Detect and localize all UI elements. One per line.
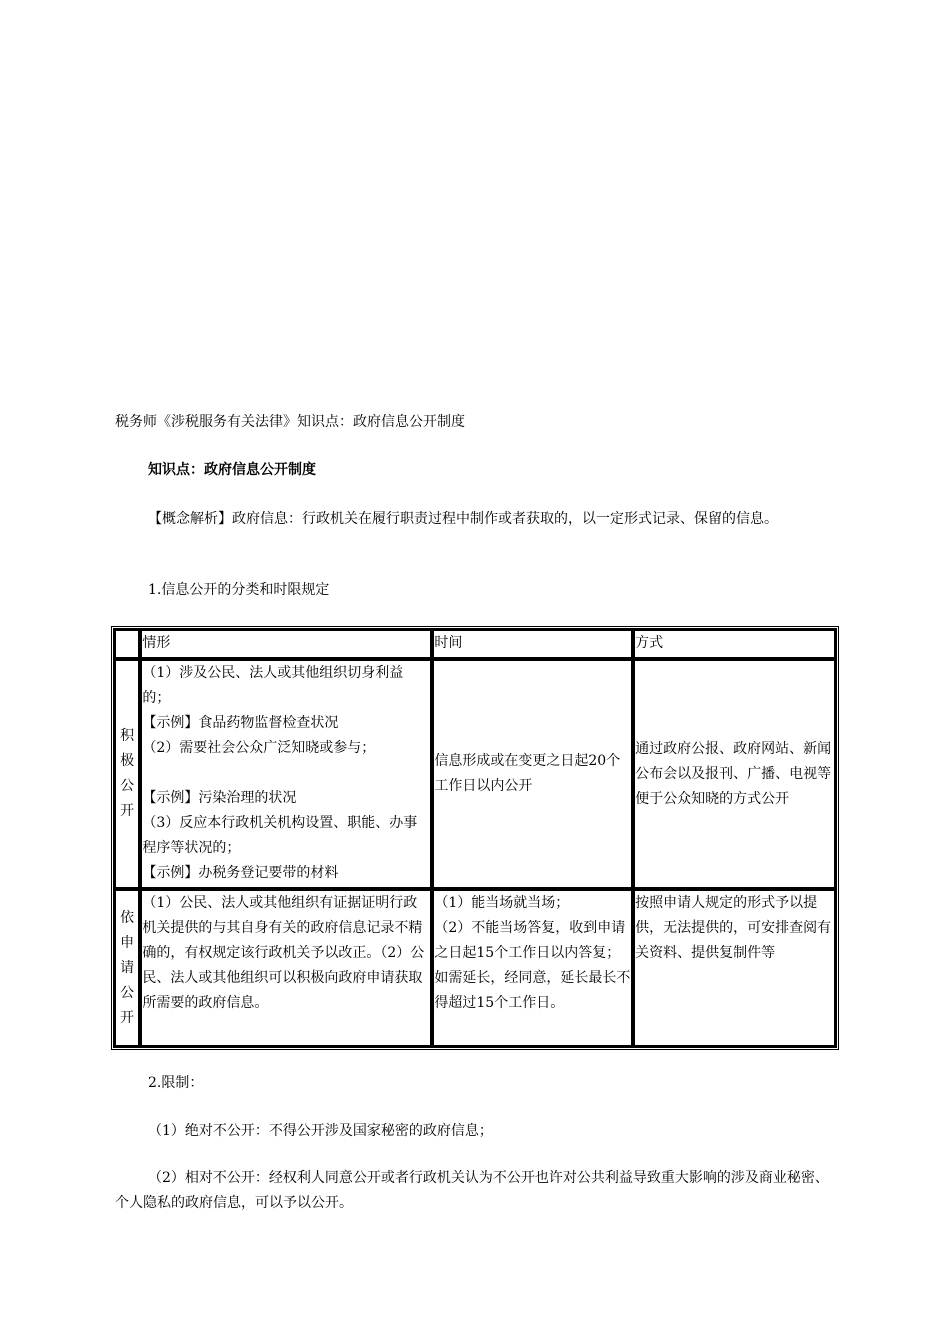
situation-line: 【示例】办税务登记要带的材料 [142,865,339,881]
situation-line: （1）公民、法人或其他组织有证据证明行政机关提供的与其自身有关的政府信息记录不精确的，有权规定该行政机关予以改正。（2）公民、法人或其他组织可以积极向政府申请获取所需要的政府信息。 [142,895,425,1011]
application-situation-cell [140,889,432,1047]
active-situation-cell [140,659,432,889]
application-time-cell [432,889,633,1047]
concept-label: 【概念解析】 [148,511,232,527]
active-time-cell: 信息形成或在变更之日起20个工作日以内公开 [432,659,633,889]
time-line: （2）不能当场答复，收到申请之日起15个工作日以内答复；如需延长，经同意，延长最长不得超过15个工作日。 [434,920,631,1011]
concept-text: 政府信息：行政机关在履行职责过程中制作或者获取的，以一定形式记录、保留的信息。 [232,511,778,527]
active-method-cell: 通过政府公报、政府网站、新闻公布会以及报刊、广播、电视等便于公众知晓的方式公开 [633,659,836,889]
application-method-cell: 按照申请人规定的形式予以提供，无法提供的，可安排查阅有关资料、提供复制件等 [633,889,836,1047]
header-cell-time: 时间 [432,629,633,659]
label-char: 公 [120,778,135,794]
table-header-row [114,629,836,659]
label-char: 开 [120,803,135,819]
section-2-title: 2.限制： [148,1075,204,1091]
situation-line: （3）反应本行政机关机构设置、职能、办事程序等状况的； [142,815,418,856]
label-char: 公 [120,984,135,1001]
situation-line: （1）涉及公民、法人或其他组织切身利益的； [142,665,404,706]
concept-paragraph [115,507,840,531]
situation-line: 【示例】污染治理的状况 [142,790,297,806]
label-char: 请 [120,959,135,976]
table-row-active-disclosure [114,659,836,889]
section-1-title: 1.信息公开的分类和时限规定 [148,582,330,598]
label-char: 依 [120,909,135,926]
label-char: 极 [120,753,135,769]
info-disclosure-table [111,626,839,1050]
document-title: 税务师《涉税服务有关法律》知识点：政府信息公开制度 [115,414,465,430]
limit-item-1: （1）绝对不公开：不得公开涉及国家秘密的政府信息； [148,1123,493,1139]
label-char: 申 [120,934,135,951]
situation-line: 【示例】食品药物监督检查状况 [142,715,339,731]
row-label-active [114,659,140,889]
header-cell-situation: 情形 [140,629,432,659]
situation-line [142,761,430,786]
section-heading: 知识点：政府信息公开制度 [148,462,316,478]
table-row-application-disclosure [114,889,836,1047]
label-char: 积 [120,728,135,744]
row-label-application [114,889,140,1047]
situation-line: （2）需要社会公众广泛知晓或参与； [142,740,376,756]
header-cell-blank [114,629,140,659]
limit-item-2: （2）相对不公开：经权利人同意公开或者行政机关认为不公开也许对公共利益导致重大影响的涉及商业秘密、个人隐私的政府信息，可以予以公开。 [115,1170,829,1211]
label-char: 开 [120,1009,135,1026]
header-cell-method: 方式 [633,629,836,659]
time-line: （1）能当场就当场； [434,895,570,911]
